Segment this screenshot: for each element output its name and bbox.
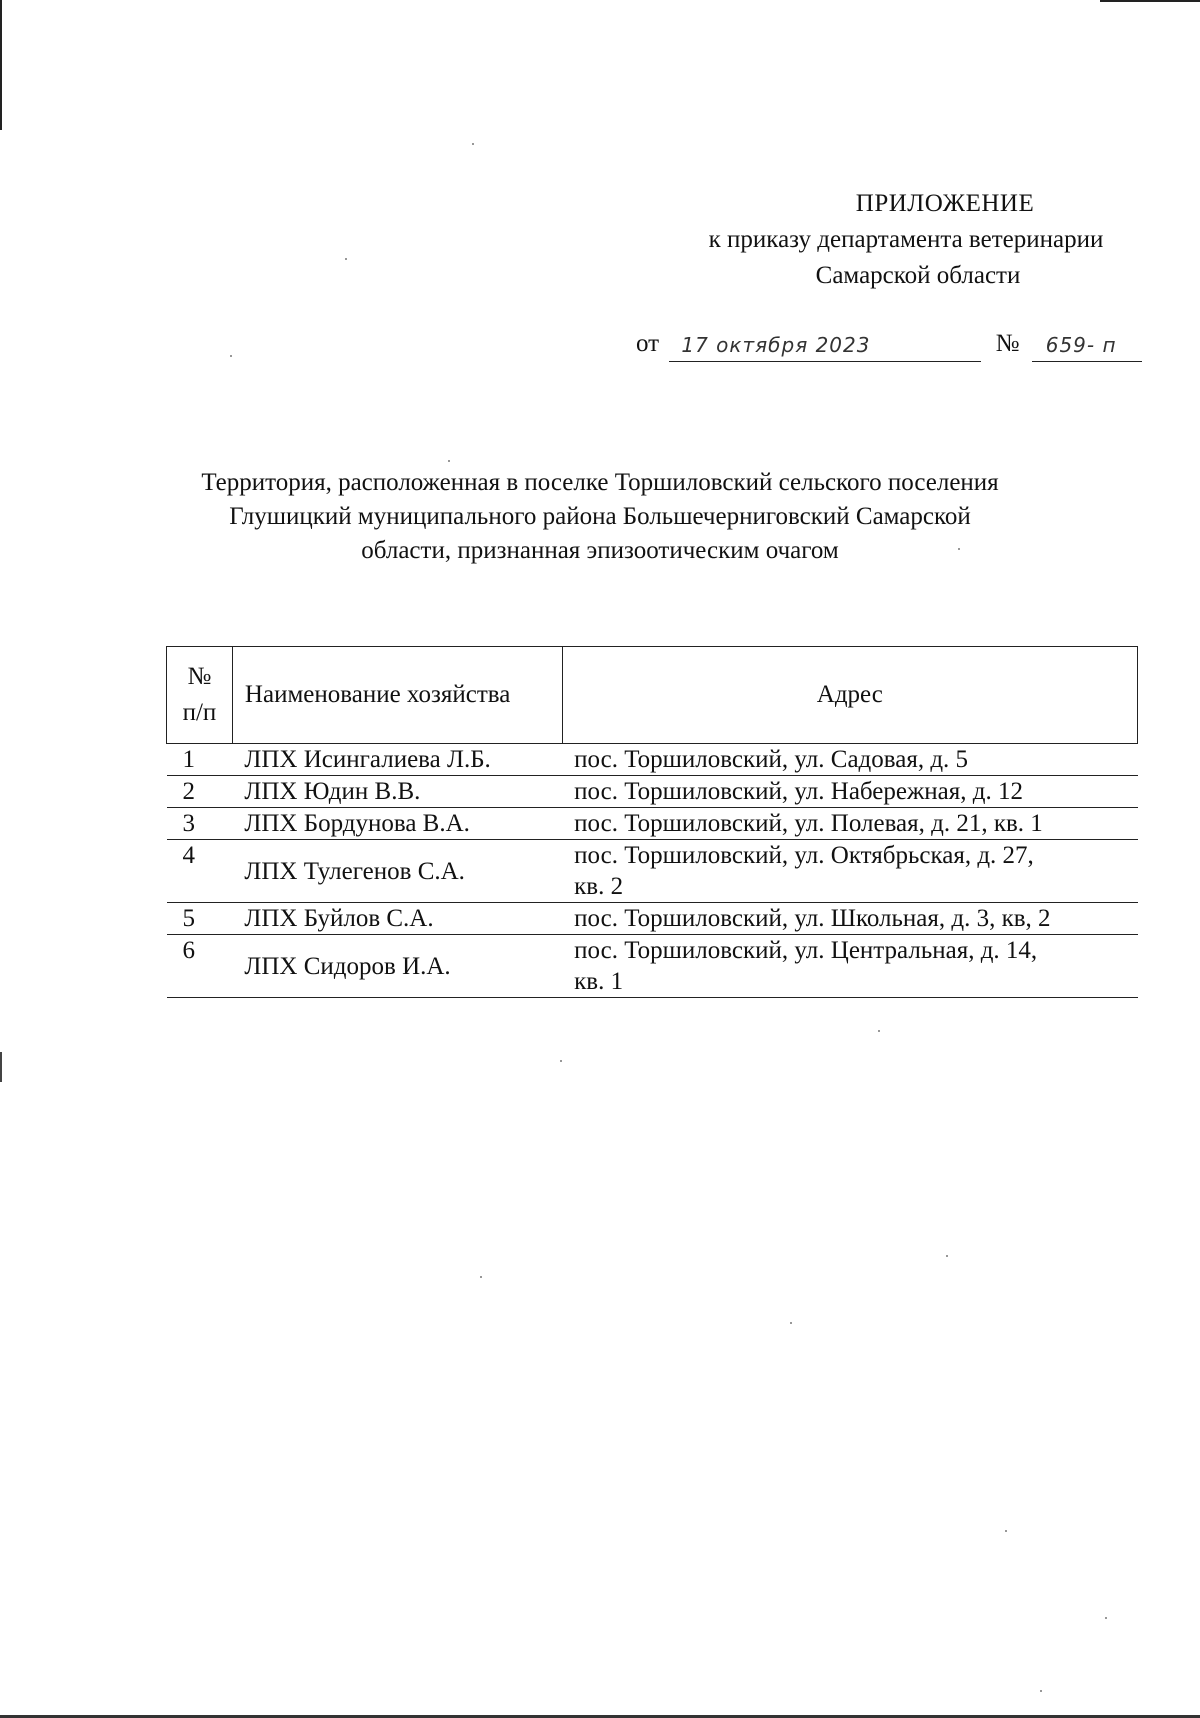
- row-number: 2: [182, 778, 195, 805]
- order-date-number-line: [636, 326, 1126, 362]
- scan-edge: [0, 1052, 2, 1082]
- table-row: [167, 935, 1138, 998]
- appendix-region: Самарской области: [815, 262, 1021, 289]
- table-row: [167, 776, 1138, 808]
- scan-speck: [472, 143, 474, 145]
- scan-speck: [946, 1255, 948, 1257]
- table-row: [167, 840, 1138, 903]
- heading-line: области, признанная эпизоотическим очагом: [361, 537, 839, 564]
- household-address: [562, 903, 1137, 935]
- household-name: ЛПХ Исингалиева Л.Б.: [244, 746, 491, 773]
- scan-speck: [1005, 1530, 1007, 1532]
- order-number-label: №: [995, 330, 1020, 357]
- appendix-block: [620, 186, 1180, 294]
- households-table: [166, 646, 1138, 998]
- scan-edge: [1100, 0, 1200, 2]
- row-number: 4: [182, 842, 195, 869]
- table-row: [167, 808, 1138, 840]
- household-name: ЛПХ Буйлов С.А.: [244, 905, 434, 932]
- appendix-order-reference: к приказу департамента ветеринарии: [708, 226, 1104, 253]
- scan-speck: [958, 548, 960, 550]
- header-row-number: [167, 647, 233, 744]
- household-address: [562, 776, 1137, 808]
- address-line: пос. Торшиловский, ул. Полевая, д. 21, кв. 1: [574, 810, 1043, 837]
- row-number: 5: [182, 905, 195, 932]
- header-address: Адрес: [562, 647, 1137, 744]
- scan-speck: [878, 1030, 880, 1032]
- scan-speck: [790, 1322, 792, 1324]
- address-line: кв. 2: [574, 873, 624, 900]
- handwritten-order-date: 17 октября 2023: [669, 329, 981, 362]
- row-number: 6: [182, 937, 195, 964]
- table-row: [167, 744, 1138, 776]
- address-line: кв. 1: [574, 968, 624, 995]
- appendix-title: ПРИЛОЖЕНИЕ: [855, 190, 1035, 217]
- address-line: пос. Торшиловский, ул. Октябрьская, д. 27,: [574, 842, 1034, 869]
- household-name: ЛПХ Сидоров И.А.: [244, 952, 451, 980]
- row-number: 3: [182, 810, 195, 837]
- address-line: пос. Торшиловский, ул. Садовая, д. 5: [574, 746, 969, 773]
- header-household-name: Наименование хозяйства: [232, 647, 562, 744]
- household-name: ЛПХ Юдин В.В.: [244, 778, 421, 805]
- household-name: ЛПХ Бордунова В.А.: [244, 810, 470, 837]
- address-line: пос. Торшиловский, ул. Школьная, д. 3, кв, 2: [574, 905, 1051, 932]
- household-address: [562, 744, 1137, 776]
- household-address: [562, 808, 1137, 840]
- document-heading: [150, 466, 1050, 568]
- household-address: [562, 840, 1137, 903]
- scan-speck: [560, 1060, 562, 1062]
- heading-line: Глушицкий муниципального района Большечерниговский Самарской: [229, 503, 971, 530]
- household-name: ЛПХ Тулегенов С.А.: [244, 857, 465, 885]
- address-line: пос. Торшиловский, ул. Набережная, д. 12: [574, 778, 1023, 805]
- scan-speck: [230, 355, 232, 357]
- table-row: [167, 903, 1138, 935]
- heading-line: Территория, расположенная в поселке Торшиловский сельского поселения: [201, 469, 999, 496]
- scan-edge: [0, 0, 2, 130]
- scan-speck: [448, 460, 450, 462]
- scan-speck: [480, 1276, 482, 1278]
- header-pp: п/п: [182, 699, 217, 726]
- order-from-label: от: [636, 330, 660, 357]
- row-number: 1: [182, 746, 195, 773]
- scan-speck: [345, 258, 347, 260]
- scan-speck: [1040, 1690, 1042, 1692]
- table-header-row: [167, 647, 1138, 744]
- scan-speck: [1105, 1617, 1107, 1619]
- address-line: пос. Торшиловский, ул. Центральная, д. 14,: [574, 937, 1038, 964]
- household-address: [562, 935, 1137, 998]
- header-number-sign: №: [187, 663, 212, 690]
- handwritten-order-number: 659- п: [1032, 329, 1142, 362]
